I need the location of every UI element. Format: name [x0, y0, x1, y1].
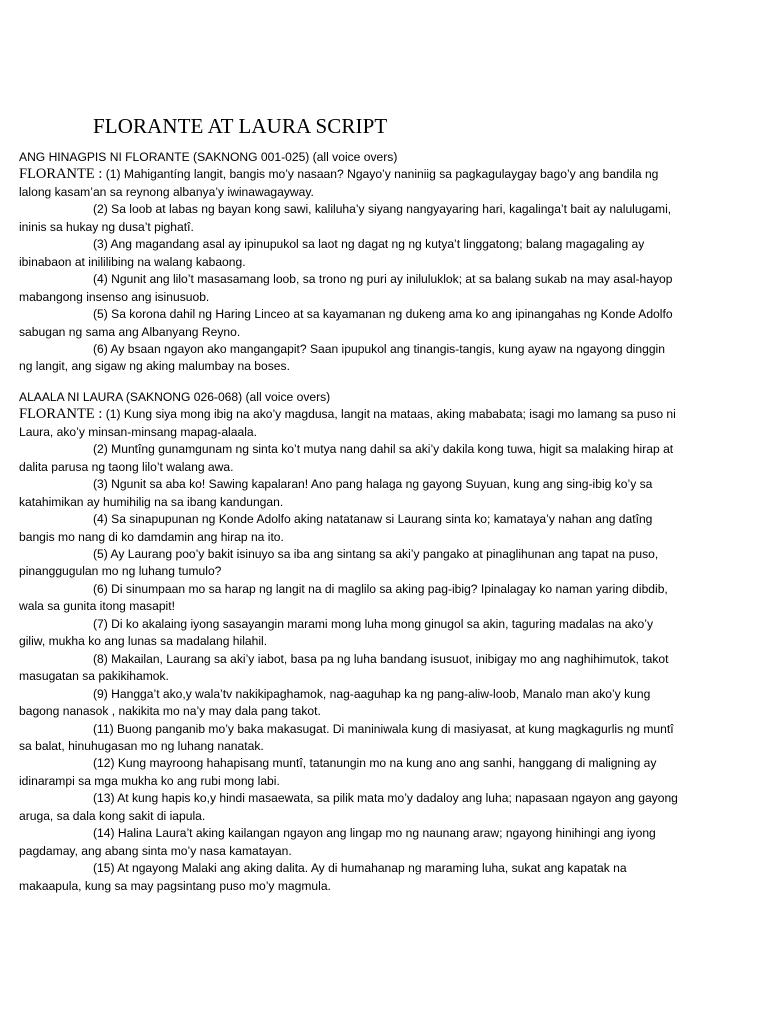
speaker-label: FLORANTE :	[19, 406, 103, 423]
stanza: (5) Sa korona dahil ng Haring Linceo at sa kayamanan ng dukeng ama ko ang ipinangahas ng Konde Adolfo sabugan ng sama ang Albanyang Reyno.	[19, 307, 673, 339]
stanza: (6) Di sinumpaan mo sa harap ng langit na di maglilo sa aking pag-ibig? Ipinalagay ko naman yaring dibdib, wala sa gunita itong masapit!	[19, 581, 668, 614]
script-body	[19, 149, 679, 895]
stanza: (3) Ang magandang asal ay ipinupukol sa laot ng dagat ng ng kutya’t linggatong; balang magagaling ay ibinabaon at inililibing na walang kabaong.	[19, 237, 645, 269]
section-heading: ANG HINAGPIS NI FLORANTE (SAKNONG 001-025) (all voice overs)	[19, 150, 398, 164]
stanza-text: (1) Mahigantíng langit, bangis mo’y nasaan? Ngayo’y naniniig sa pagkagulaygay bago’y ang bandila ng lalong kasam’an sa reynong albanya’y iwinawagayway.	[19, 167, 659, 199]
stanza: (7) Di ko akalaing iyong sasayangin marami mong luha mong ginugol sa akin, taguring madalas na ako’y giliw, mukha ko ang lunas sa madalang hilahil.	[19, 616, 653, 649]
stanza: (4) Sa sinapupunan ng Konde Adolfo aking natatanaw si Laurang sinta ko; kamataya’y nahan ang datîng bangis mo nang di ko damdamin ang hirap na ito.	[19, 512, 653, 544]
stanza: (11) Buong panganib mo’y baka makasugat. Di maniniwala kung di masiyasat, at kung magkagurlis ng muntî sa balat, hinuhugasan mo ng luhang nanatak.	[19, 721, 674, 753]
stanza: (15) At ngayong Malaki ang aking dalita. Ay di humahanap ng maraming luha, sukat ang kapatak na makaapula, kung sa may pagsintang puso mo’y magmula.	[19, 861, 627, 893]
speaker-label: FLORANTE :	[19, 166, 103, 183]
stanza: (2) Muntîng gunamgunam ng sinta ko’t mutya nang dahil sa aki’y dakila kong tuwa, higit sa malaking hirap at dalita parusa ng taong lilo’t walang awa.	[19, 442, 674, 474]
stanza-text: (1) Kung siya mong ibig na ako’y magdusa, langit na mataas, aking mababata; isagi mo lamang sa puso ni Laura, ako’y minsan-minsang mapag-alaala.	[19, 407, 676, 439]
stanza	[19, 166, 679, 201]
stanza: (2) Sa loob at labas ng bayan kong sawi, kaliluha’y siyang nangyayaring hari, kagalinga’t bait ay nalulugami, ininis sa hukay ng dusa’t pighatî.	[19, 202, 672, 234]
section-alaala	[19, 389, 679, 895]
stanza: (3) Ngunit sa aba ko! Sawing kapalaran! Ano pang halaga ng gayong Suyuan, kung ang sing-ibig ko’y sa katahimikan ay humihilig na sa ibang kandungan.	[19, 477, 653, 509]
stanza: (4) Ngunit ang lilo’t masasamang loob, sa trono ng puri ay iniluluklok; at sa balang sukab na may asal-hayop mabangong insenso ang isinusuob.	[19, 272, 673, 304]
stanza: (8) Makailan, Laurang sa aki’y iabot, basa pa ng luha bandang isusuot, inibigay mo ang naghihimutok, takot masugatan sa pakikihamok.	[19, 651, 669, 684]
section-heading: ALAALA NI LAURA (SAKNONG 026-068) (all voice overs)	[19, 389, 331, 404]
stanza: (13) At kung hapis ko,y hindi masaewata, sa pilik mata mo’y dadaloy ang luha; napasaan ngayon ang gayong aruga, sa dala kong sakit di iapula.	[19, 791, 678, 823]
stanza: (6) Ay bsaan ngayon ako mangangapit? Saan ipupukol ang tinangis-tangis, kung ayaw na ngayong dinggin ng langit, ang sigaw ng aking malumbay na boses.	[19, 341, 665, 374]
stanza: (5) Ay Laurang poo’y bakit isinuyo sa iba ang sintang sa aki’y pangako at pinaglihunan ang tapat na puso, pinanggugulan mo ng luhang tumulo?	[19, 546, 659, 579]
stanza	[19, 406, 679, 441]
stanza: (9) Hangga’t ako,y wala’tv nakikipaghamok, nag-aaguhap ka ng pang-aliw-loob, Manalo man ako’y kung bagong nanasok , nakikita mo na’y may dala pang takot.	[19, 686, 651, 719]
document-title: FLORANTE AT LAURA SCRIPT	[93, 114, 388, 138]
stanza: (14) Halina Laura’t aking kailangan ngayon ang lingap mo ng naunang araw; ngayong hinihingi ang iyong pagdamay, ang abang sinta mo’y nasa kamatayan.	[19, 826, 656, 858]
section-hinagpis	[19, 149, 679, 376]
stanza: (12) Kung mayroong hahapisang muntî, tatanungin mo na kung ano ang sanhi, hanggang di maligning ay idinarampi sa mga mukha ko ang rubi mong labi.	[19, 756, 657, 788]
